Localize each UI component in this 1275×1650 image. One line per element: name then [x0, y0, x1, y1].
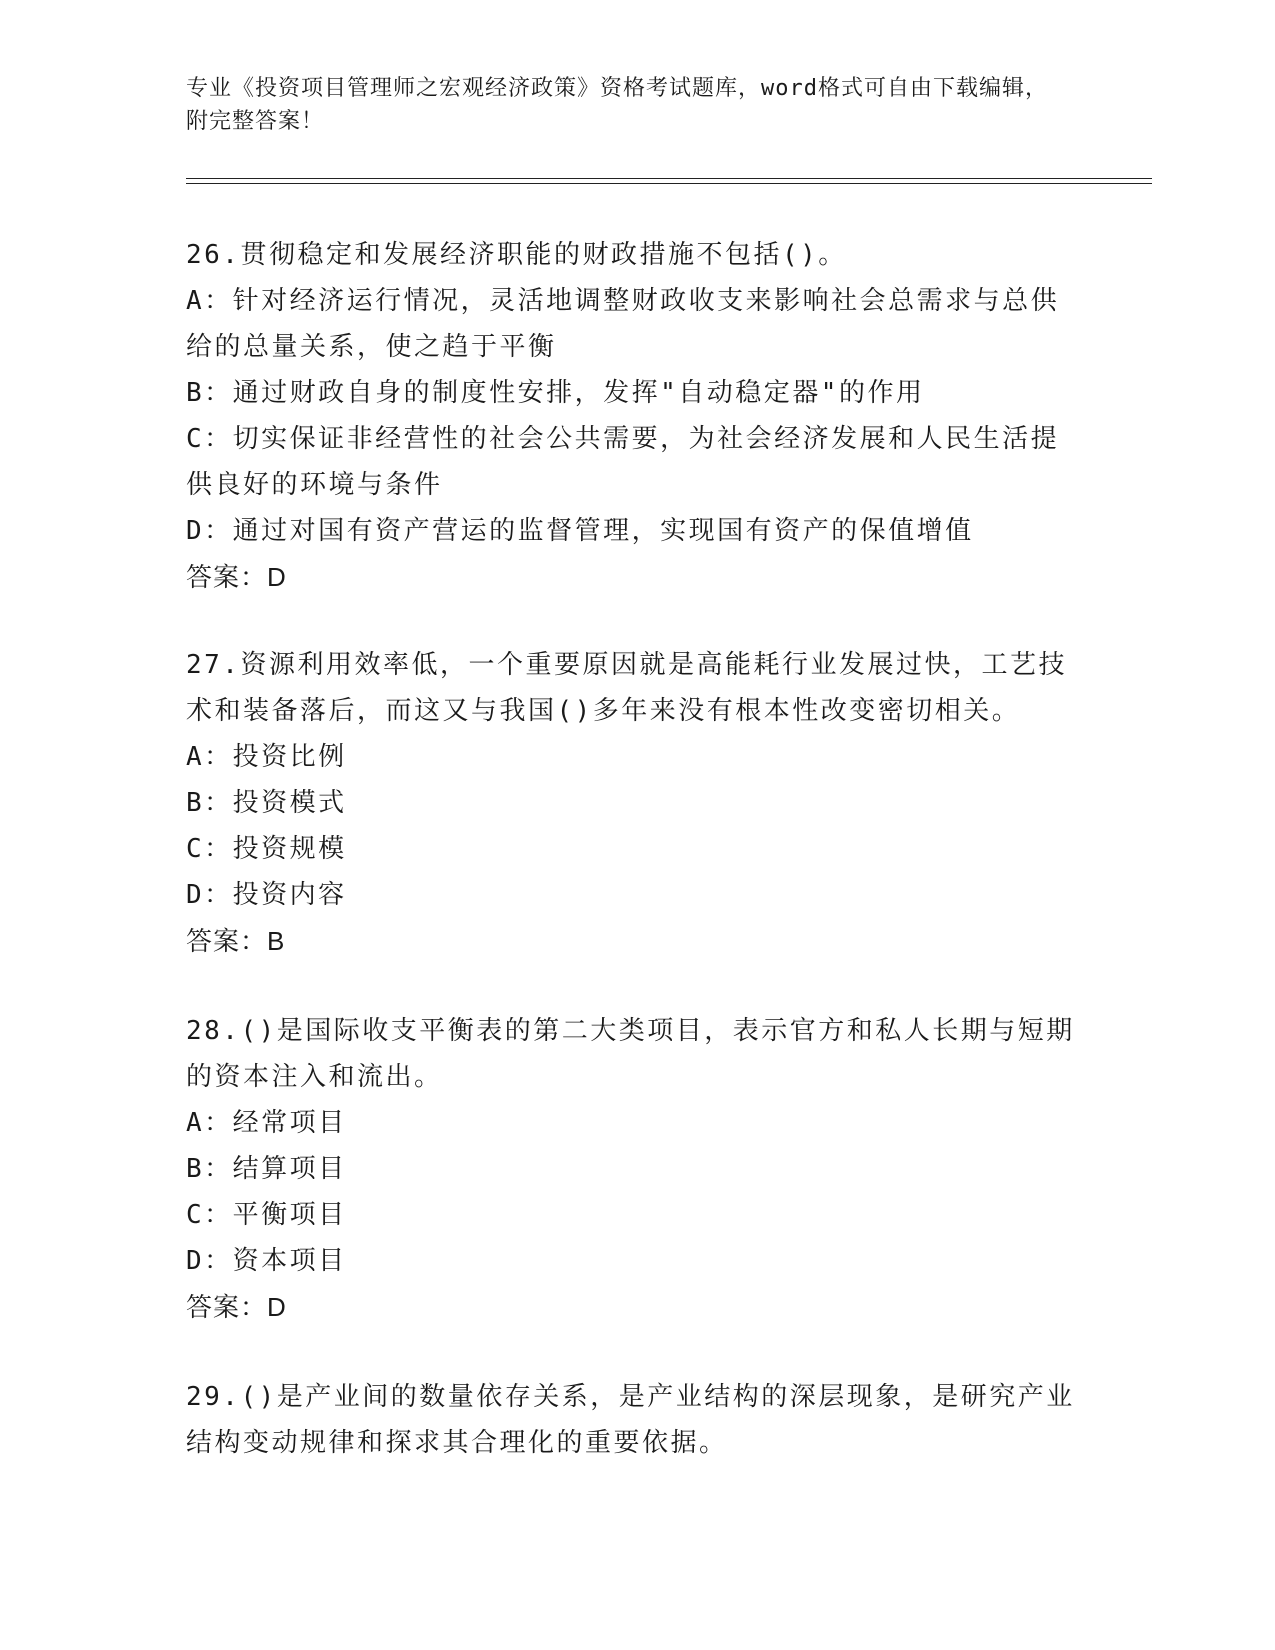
question-27 [186, 642, 1076, 964]
question-28 [186, 1008, 1076, 1330]
option-c: C：投资规模 [186, 834, 347, 864]
option-d: D：通过对国有资产营运的监督管理，实现国有资产的保值增值 [186, 516, 974, 546]
option-c: C：切实保证非经营性的社会公共需要，为社会经济发展和人民生活提供良好的环境与条件 [186, 424, 1060, 500]
option-a: A：针对经济运行情况，灵活地调整财政收支来影响社会总需求与总供给的总量关系，使之趋于平衡 [186, 286, 1060, 362]
question-29 [186, 1374, 1076, 1466]
document-header: 专业《投资项目管理师之宏观经济政策》资格考试题库，word格式可自由下载编辑，附完整答案！ [186, 76, 1048, 134]
answer-line: 答案：B [186, 926, 286, 956]
question-stem: 29.()是产业间的数量依存关系，是产业结构的深层现象，是研究产业结构变动规律和探求其合理化的重要依据。 [186, 1382, 1075, 1458]
header-divider-bottom [186, 183, 1152, 184]
option-b: B：通过财政自身的制度性安排，发挥"自动稳定器"的作用 [186, 378, 925, 408]
question-stem: 28.()是国际收支平衡表的第二大类项目，表示官方和私人长期与短期的资本注入和流出。 [186, 1016, 1075, 1092]
question-stem: 27.资源利用效率低，一个重要原因就是高能耗行业发展过快，工艺技术和装备落后，而这又与我国()多年来没有根本性改变密切相关。 [186, 650, 1067, 726]
option-d: D：投资内容 [186, 880, 347, 910]
option-b: B：结算项目 [186, 1154, 347, 1184]
question-stem: 26.贯彻稳定和发展经济职能的财政措施不包括()。 [186, 240, 847, 270]
question-26 [186, 232, 1076, 600]
answer-line: 答案：D [186, 1292, 287, 1322]
option-a: A：经常项目 [186, 1108, 347, 1138]
answer-line: 答案：D [186, 562, 287, 592]
option-a: A：投资比例 [186, 742, 347, 772]
option-c: C：平衡项目 [186, 1200, 347, 1230]
option-b: B：投资模式 [186, 788, 347, 818]
option-d: D：资本项目 [186, 1246, 347, 1276]
header-divider-top [186, 178, 1152, 179]
